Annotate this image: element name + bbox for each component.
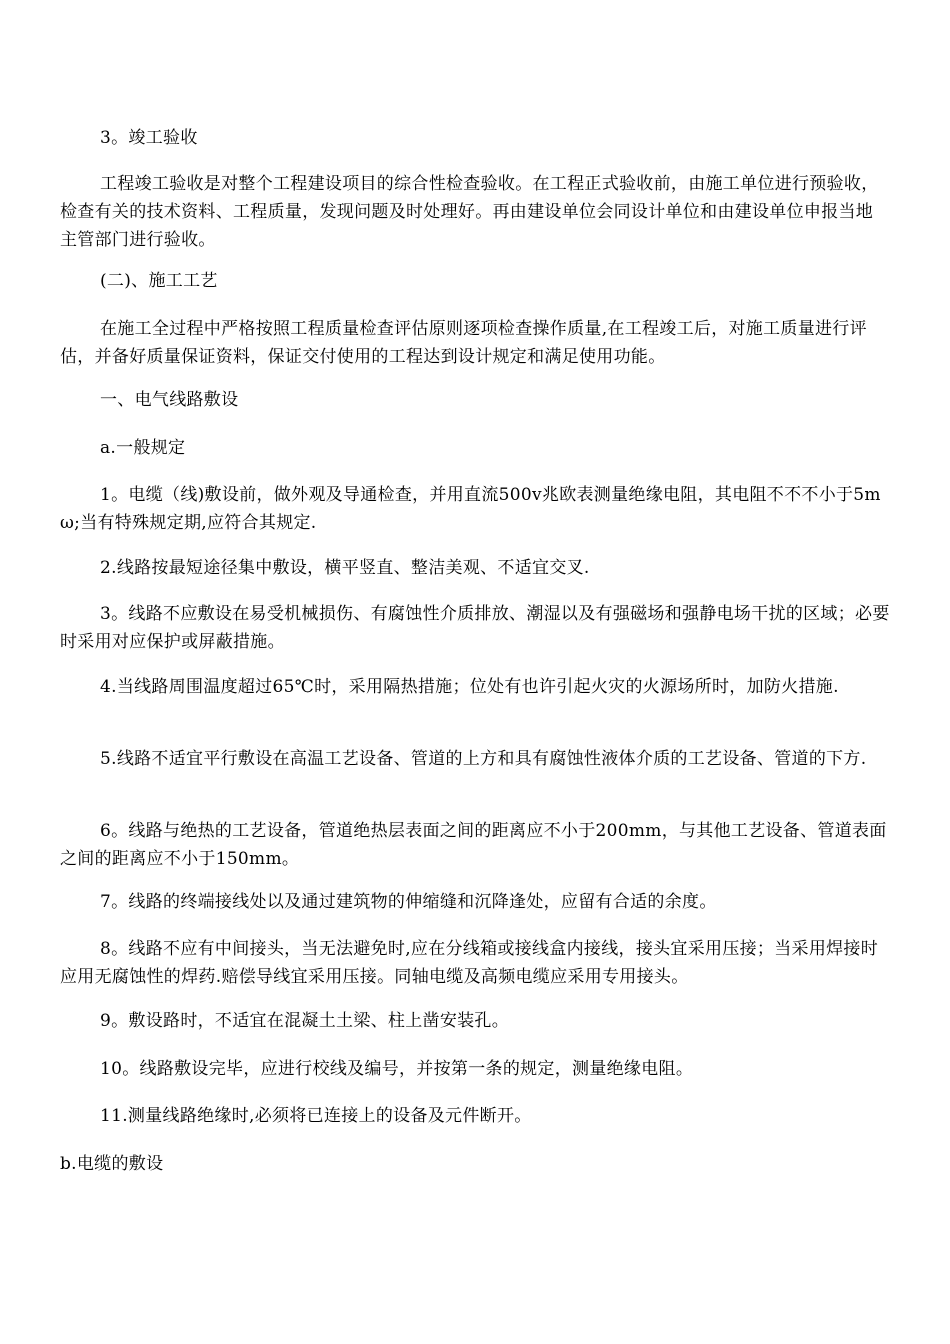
- paragraph-completion-acceptance: 工程竣工验收是对整个工程建设项目的综合性检查验收。在工程正式验收前，由施工单位进行预验收，检查有关的技术资料、工程质量，发现问题及时处理好。再由建设单位会同设计单位和由建设单位申报当地主管部门进行验收。: [60, 174, 879, 250]
- rule-item-2: 2.线路按最短途径集中敷设，横平竖直、整洁美观、不适宜交叉.: [100, 558, 590, 578]
- subheading-cable-laying: b.电缆的敷设: [60, 1154, 164, 1174]
- subheading-general-rules: a.一般规定: [100, 438, 186, 458]
- rule-item-4: 4.当线路周围温度超过65℃时，采用隔热措施；位处有也许引起火灾的火源场所时，加防火措施.: [100, 677, 839, 697]
- section-heading-completion-acceptance: 3。竣工验收: [100, 128, 198, 148]
- rule-item-3: 3。线路不应敷设在易受机械损伤、有腐蚀性介质排放、潮湿以及有强磁场和强静电场干扰的区域；必要时采用对应保护或屏蔽措施。: [60, 604, 890, 652]
- rule-item-11: 11.测量线路绝缘时,必须将已连接上的设备及元件断开。: [100, 1106, 532, 1126]
- rule-item-10: 10。线路敷设完毕，应进行校线及编号，并按第一条的规定，测量绝缘电阻。: [100, 1059, 694, 1079]
- rule-item-5: 5.线路不适宜平行敷设在高温工艺设备、管道的上方和具有腐蚀性液体介质的工艺设备、管道的下方.: [100, 749, 867, 769]
- section-heading-construction-process: (二)、施工工艺: [100, 271, 218, 291]
- section-heading-wiring: 一、电气线路敷设: [100, 390, 239, 410]
- paragraph-construction-process: 在施工全过程中严格按照工程质量检查评估原则逐项检查操作质量,在工程竣工后，对施工质量进行评估，并备好质量保证资料，保证交付使用的工程达到设计规定和满足使用功能。: [60, 319, 867, 367]
- rule-item-6: 6。线路与绝热的工艺设备，管道绝热层表面之间的距离应不小于200mm，与其他工艺设备、管道表面之间的距离应不小于150mm。: [60, 821, 887, 869]
- rule-item-9: 9。敷设路时，不适宜在混凝土土梁、柱上凿安装孔。: [100, 1011, 510, 1031]
- rule-item-1: 1。电缆（线)敷设前，做外观及导通检查，并用直流500v兆欧表测量绝缘电阻，其电阻不不不小于5mω;当有特殊规定期,应符合其规定.: [60, 485, 881, 533]
- rule-item-8: 8。线路不应有中间接头，当无法避免时,应在分线箱或接线盒内接线，接头宜采用压接；当采用焊接时应用无腐蚀性的焊药.赔偿导线宜采用压接。同轴电缆及高频电缆应采用专用接头。: [60, 939, 879, 987]
- rule-item-7: 7。线路的终端接线处以及通过建筑物的伸缩缝和沉降逢处，应留有合适的余度。: [100, 892, 717, 912]
